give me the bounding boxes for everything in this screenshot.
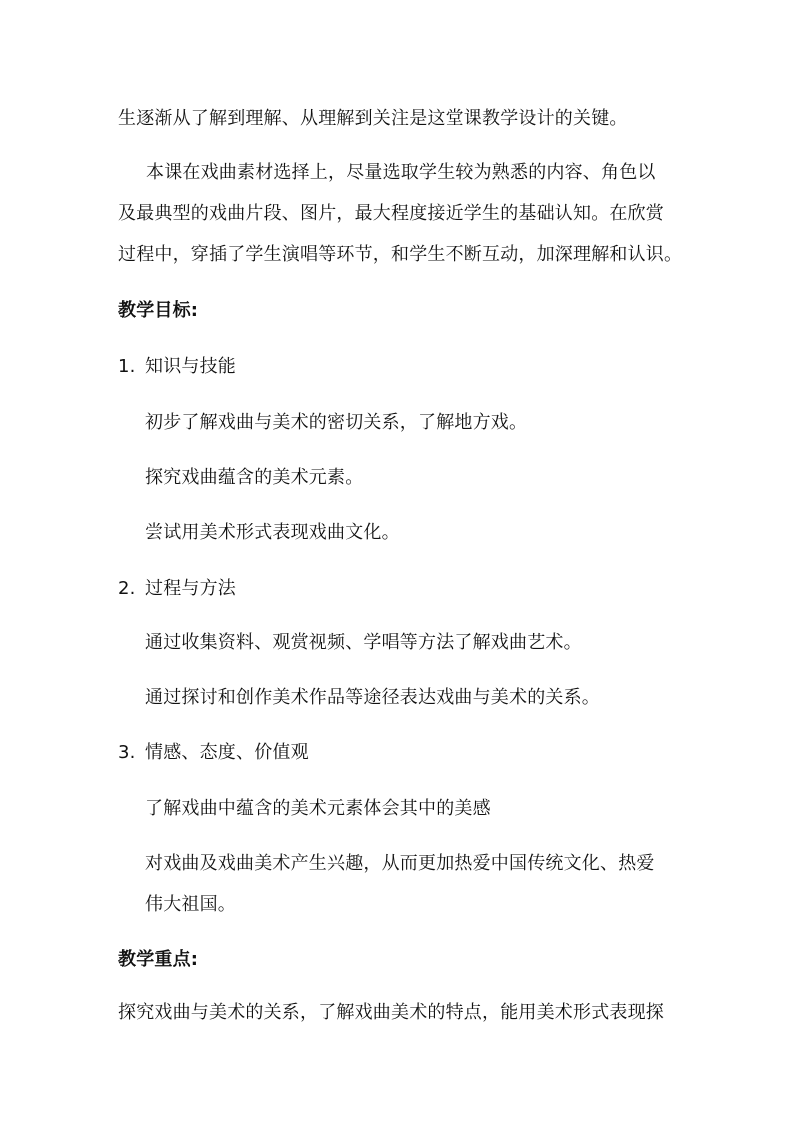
material-paragraph-line-2: 及最典型的戏曲片段、图片，最大程度接近学生的基础认知。在欣赏 bbox=[118, 203, 664, 224]
objective-3-title: 情感、态度、价值观 bbox=[145, 742, 309, 763]
objective-3-number: 3. bbox=[118, 742, 136, 763]
objective-3-item-2-continued: 伟大祖国。 bbox=[145, 894, 236, 915]
objective-1-title: 知识与技能 bbox=[145, 356, 236, 377]
objective-1-item-1: 初步了解戏曲与美术的密切关系，了解地方戏。 bbox=[145, 412, 528, 433]
objective-2-number: 2. bbox=[118, 578, 136, 599]
material-paragraph-line-3: 过程中，穿插了学生演唱等环节，和学生不断互动，加深理解和认识。 bbox=[118, 244, 683, 265]
objective-3-item-1: 了解戏曲中蕴含的美术元素体会其中的美感 bbox=[145, 798, 491, 819]
key-points-heading: 教学重点: bbox=[118, 949, 199, 970]
intro-continued-text: 生逐渐从了解到理解、从理解到关注是这堂课教学设计的关键。 bbox=[118, 108, 628, 129]
objective-1-heading bbox=[118, 354, 688, 380]
objective-2-item-1: 通过收集资料、观赏视频、学唱等方法了解戏曲艺术。 bbox=[145, 632, 582, 653]
key-points-text: 探究戏曲与美术的关系，了解戏曲美术的特点，能用美术形式表现探 bbox=[118, 1002, 664, 1023]
material-paragraph-line-1: 本课在戏曲素材选择上，尽量选取学生较为熟悉的内容、角色以 bbox=[146, 162, 656, 183]
objective-1-item-3: 尝试用美术形式表现戏曲文化。 bbox=[145, 522, 400, 543]
objective-2-item-2: 通过探讨和创作美术作品等途径表达戏曲与美术的关系。 bbox=[145, 687, 600, 708]
objective-1-number: 1. bbox=[118, 356, 136, 377]
objective-1-item-2: 探究戏曲蕴含的美术元素。 bbox=[145, 467, 364, 488]
objective-2-title: 过程与方法 bbox=[145, 578, 236, 599]
objective-3-heading bbox=[118, 740, 688, 766]
objective-2-heading bbox=[118, 576, 688, 602]
objectives-heading: 教学目标: bbox=[118, 300, 199, 321]
objective-3-item-2: 对戏曲及戏曲美术产生兴趣，从而更加热爱中国传统文化、热爱 bbox=[145, 853, 655, 874]
